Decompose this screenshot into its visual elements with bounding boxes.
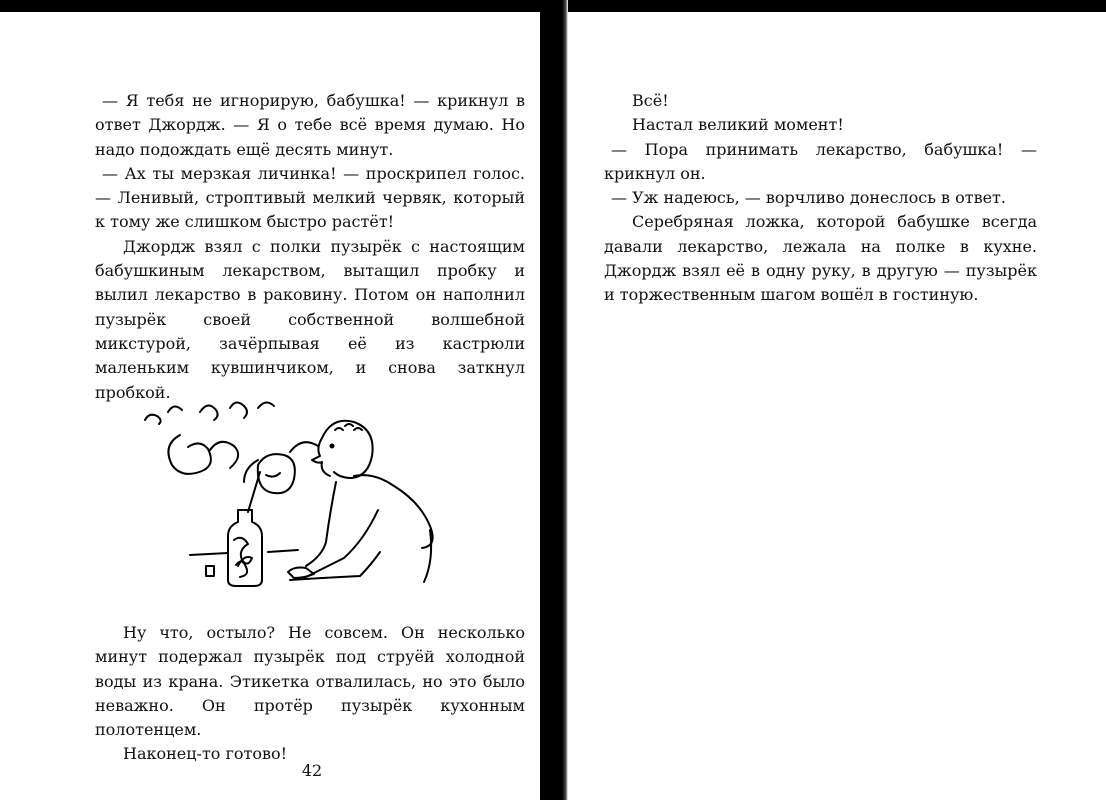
back [354,475,433,548]
page-number: 42 [301,761,323,780]
table-edge [190,553,228,555]
steam-cloud [210,442,238,468]
sleeve [290,552,380,580]
paragraph: Серебряная ложка, которой бабушке всегда давали лекарство, лежала на полке в кухне. Джордж взял её в одну руку, в другую — пузырёк и торжественным шагом вошёл в гостиную. [604,212,1037,305]
paragraph: Ну что, остыло? Не совсем. Он несколько минут подержал пузырёк под струёй холодной воды из крана. Этикетка отвалилась, но это было неважно. Он протёр пузырёк кухонным полотенцем. [95,623,525,740]
paragraph: — Уж надеюсь, — ворчливо донеслось в ответ. [611,188,1006,208]
paragraph: — Пора принимать лекарство, бабушка! — крикнул он. [604,139,1037,183]
book-gutter-edge [562,0,568,800]
steam-curl [230,402,247,418]
hair [335,424,362,430]
right-page [604,89,1037,308]
paragraph: — Я тебя не игнорирую, бабушка! — крикнул в ответ Джордж. — Я о тебе всё время думаю. Но надо подождать ещё десять минут. [95,91,525,159]
steam-cloud [168,435,210,474]
paragraph: — Ах ты мерзкая личинка! — проскрипел голос. — Ленивый, строптивый мелкий червяк, который к тому же слишком быстро растёт! [95,163,525,232]
table-edge [268,550,298,552]
paragraph: Наконец-то готово! [123,744,288,764]
head [322,421,373,478]
bottle-liquid [236,561,247,577]
pouring-stream [248,472,260,512]
steam-curl [168,406,182,412]
paragraph: Настал великий момент! [632,115,844,135]
jug-detail [266,473,280,477]
jug-handle [290,442,318,452]
paragraph: Джордж взял с полки пузырёк с настоящим бабушкиным лекарством, вытащил пробку и вылил лекарство в раковину. Потом он наполнил пузырёк своей собственной волшебной микстурой, зачёрпывая её из кастрюли маленьким кувшинчиком, и снова заткнул пробкой. [95,236,525,402]
back-lower [424,530,431,582]
paragraph: Всё! [632,91,669,110]
george-pouring-illustration [140,390,455,595]
hand [288,568,314,579]
arm-left [306,482,336,566]
left-page-lower-text [95,621,525,767]
eye [331,445,334,448]
steam-curl [258,402,274,408]
left-page [95,89,525,764]
cork [206,566,214,576]
steam-curl [145,415,161,424]
jug-spout [244,460,258,482]
jug [258,454,295,493]
steam-curl [200,405,218,420]
